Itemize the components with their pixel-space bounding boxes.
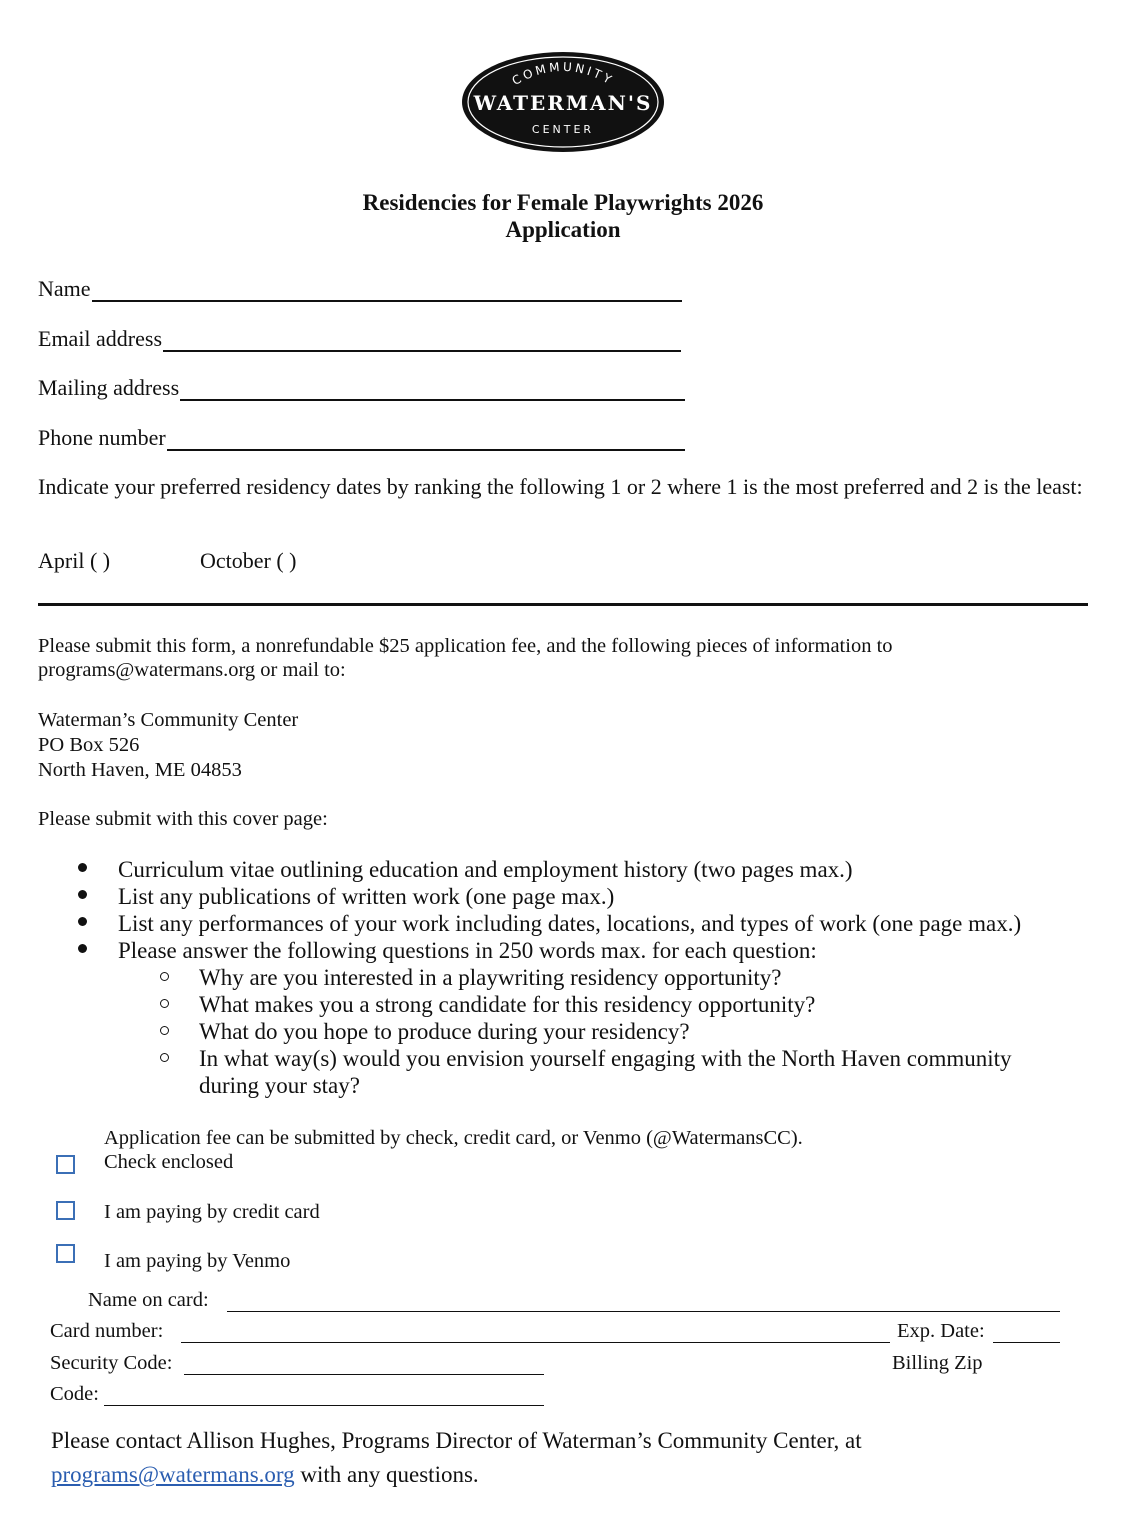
email-line[interactable] (163, 330, 681, 352)
security-code-line[interactable] (184, 1356, 544, 1375)
mailing-label: Mailing address (38, 375, 180, 400)
october-option[interactable]: October ( ) (200, 548, 297, 573)
billing-zip-label: Billing Zip (892, 1352, 983, 1374)
venmo-label: I am paying by Venmo (104, 1250, 291, 1272)
credit-card-label: I am paying by credit card (104, 1201, 320, 1223)
address-line2: PO Box 526 (38, 734, 140, 756)
name-line[interactable] (92, 280, 682, 302)
sub-bullet-circle (160, 1053, 169, 1062)
card-number-label: Card number: (50, 1320, 164, 1342)
credit-card-checkbox[interactable] (56, 1201, 75, 1220)
cover-page-text: Please submit with this cover page: (38, 808, 328, 830)
bullet-item: Please answer the following questions in 250 words max. for each question: (118, 938, 817, 963)
question-item-continued: during your stay? (199, 1073, 360, 1098)
submit-intro-line1: Please submit this form, a nonrefundable $25 application fee, and the following pieces of information to (38, 635, 893, 657)
divider (38, 603, 1088, 606)
venmo-checkbox[interactable] (56, 1244, 75, 1263)
watermans-logo (460, 50, 666, 159)
phone-field[interactable] (38, 425, 685, 451)
contact-email-link[interactable]: programs@watermans.org (51, 1462, 295, 1487)
code-label: Code: (50, 1383, 99, 1405)
name-field[interactable] (38, 276, 682, 302)
security-code-label: Security Code: (50, 1352, 173, 1374)
phone-line[interactable] (167, 429, 685, 451)
exp-date-line[interactable] (993, 1324, 1060, 1343)
bullet-item: Curriculum vitae outlining education and employment history (two pages max.) (118, 857, 853, 882)
check-enclosed-checkbox[interactable] (56, 1155, 75, 1174)
dates-instruction: Indicate your preferred residency dates by ranking the following 1 or 2 where 1 is the most preferred and 2 is the least: (38, 474, 1083, 499)
address-line1: Waterman’s Community Center (38, 709, 299, 731)
question-item: What do you hope to produce during your residency? (199, 1019, 690, 1044)
mailing-line[interactable] (180, 379, 685, 401)
contact-line2-rest: with any questions. (294, 1462, 479, 1487)
bullet-dot (78, 863, 87, 872)
logo-top-text: COMMUNITY (509, 59, 617, 89)
page-subtitle: Application (505, 217, 621, 242)
bullet-item: List any performances of your work including dates, locations, and types of work (one page max.) (118, 911, 1022, 936)
sub-bullet-circle (160, 1026, 169, 1035)
name-label: Name (38, 276, 91, 301)
contact-line1: Please contact Allison Hughes, Programs Director of Waterman’s Community Center, at (51, 1428, 862, 1453)
sub-bullet-circle (160, 972, 169, 981)
name-on-card-label: Name on card: (88, 1289, 209, 1311)
april-option[interactable]: April ( ) (38, 548, 111, 573)
question-item: What makes you a strong candidate for this residency opportunity? (199, 992, 816, 1017)
email-field[interactable] (38, 326, 681, 352)
check-enclosed-label: Check enclosed (104, 1151, 234, 1173)
card-number-line[interactable] (181, 1324, 890, 1343)
page-title: Residencies for Female Playwrights 2026 (362, 190, 764, 215)
logo-bottom-text: CENTER (531, 123, 595, 136)
bullet-dot (78, 890, 87, 899)
bullet-dot (78, 944, 87, 953)
question-item: Why are you interested in a playwriting residency opportunity? (199, 965, 782, 990)
code-line[interactable] (104, 1387, 544, 1406)
phone-label: Phone number (38, 425, 166, 450)
exp-date-label: Exp. Date: (897, 1320, 985, 1342)
email-label: Email address (38, 326, 163, 351)
question-item: In what way(s) would you envision yourself engaging with the North Haven community (199, 1046, 1012, 1071)
address-line3: North Haven, ME 04853 (38, 759, 242, 781)
submit-intro-line2: programs@watermans.org or mail to: (38, 659, 346, 681)
mailing-address-field[interactable] (38, 375, 685, 401)
payment-intro: Application fee can be submitted by check, credit card, or Venmo (@WatermansCC). (104, 1127, 803, 1149)
logo-middle-text: WATERMAN'S (473, 91, 653, 115)
sub-bullet-circle (160, 999, 169, 1008)
contact-line2 (51, 1462, 479, 1488)
bullet-dot (78, 917, 87, 926)
bullet-item: List any publications of written work (one page max.) (118, 884, 615, 909)
name-on-card-line[interactable] (227, 1293, 1060, 1312)
